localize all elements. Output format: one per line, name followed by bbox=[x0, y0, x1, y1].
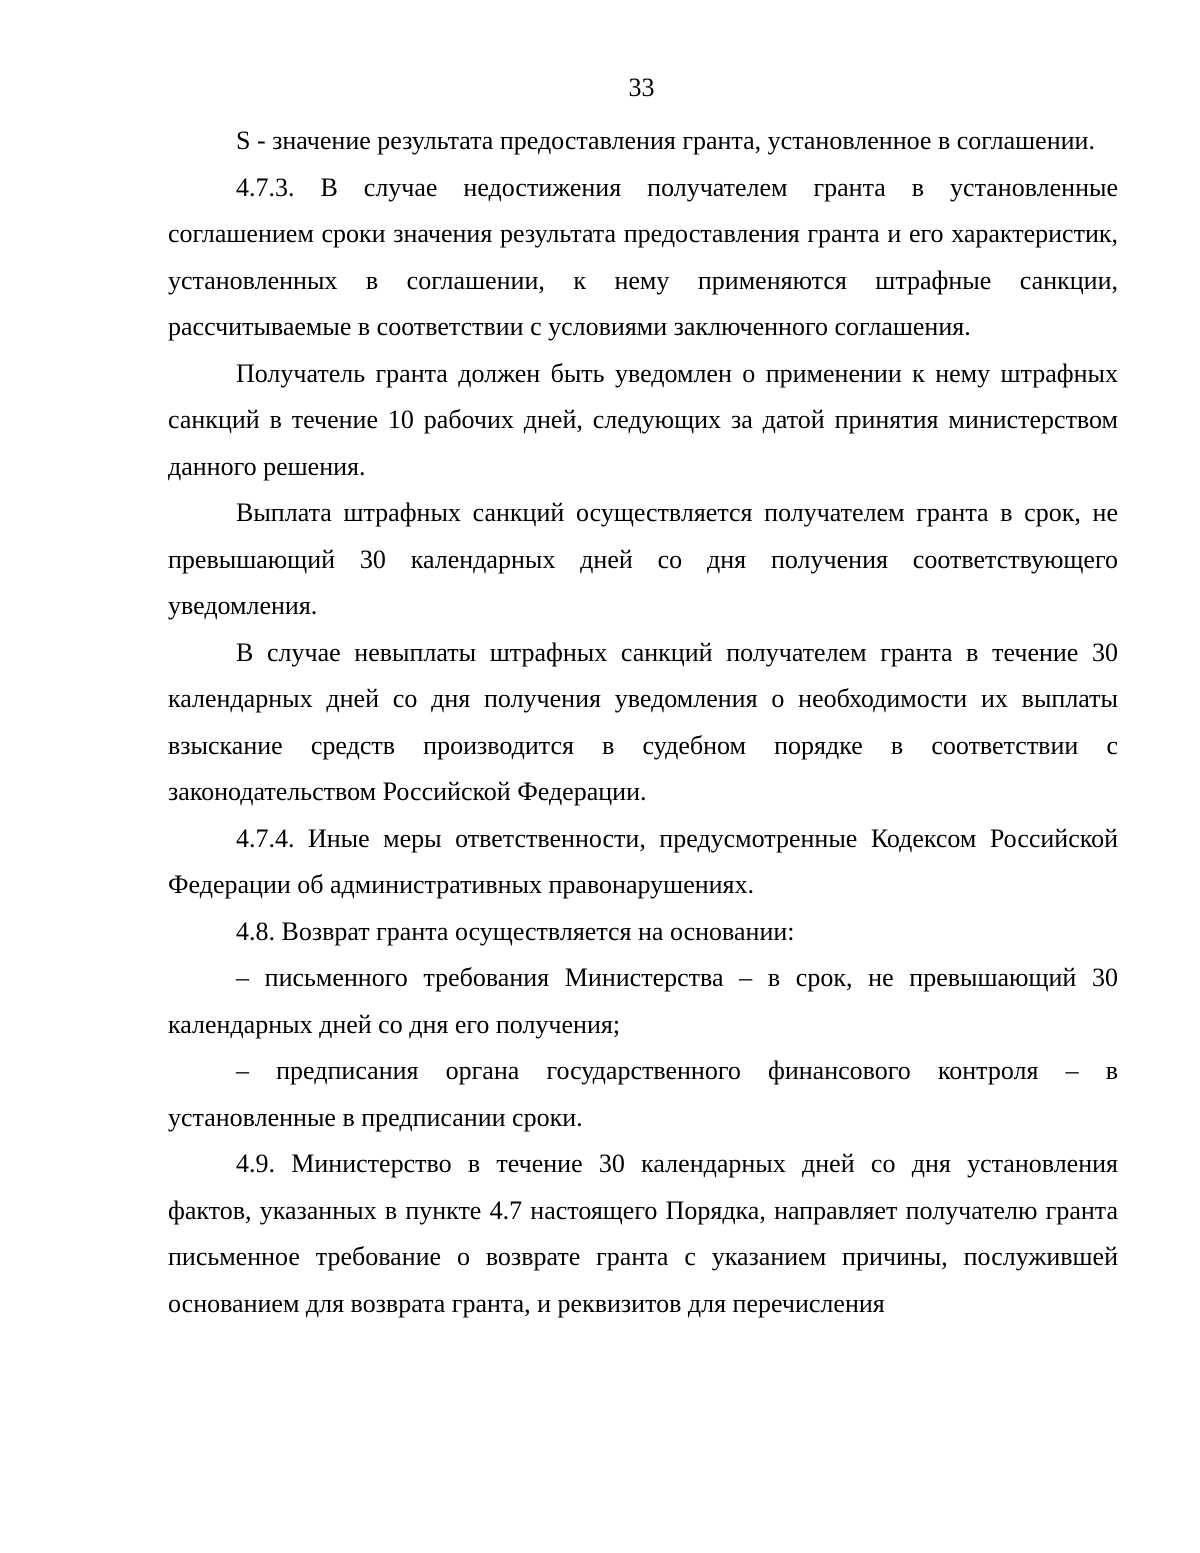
list-item-written-demand: – письменного требования Министерства – в срок, не превышающий 30 календарных дней со дня его получения; bbox=[168, 963, 1118, 1039]
paragraph-non-payment: В случае невыплаты штрафных санкций получателем гранта в течение 30 календарных дней со дня получения уведомления о необходимости их выплаты взыскание средств производится в судебном порядке в соответствии с законодательством Российской Федерации. bbox=[168, 637, 1118, 806]
paragraph-4-9: 4.9. Министерство в течение 30 календарных дней со дня установления фактов, указанных в пункте 4.7 настоящего Порядка, направляет получателю гранта письменное требование о возврате гранта с указанием причины, послужившей основанием для возврата гранта, и реквизитов для перечисления bbox=[168, 1149, 1118, 1318]
paragraph-result-value-definition: S - значение результата предоставления гранта, установленное в соглашении. bbox=[236, 126, 1095, 155]
page-number: 33 bbox=[628, 73, 655, 102]
document-body bbox=[168, 118, 1118, 1327]
paragraph-4-7-4: 4.7.4. Иные меры ответственности, предусмотренные Кодексом Российской Федерации об административных правонарушениях. bbox=[168, 823, 1118, 899]
paragraph-4-8: 4.8. Возврат гранта осуществляется на основании: bbox=[236, 916, 795, 946]
paragraph-notification: Получатель гранта должен быть уведомлен о применении к нему штрафных санкций в течение 10 рабочих дней, следующих за датой принятия министерством данного решения. bbox=[168, 358, 1118, 481]
paragraph-penalty-payment: Выплата штрафных санкций осуществляется получателем гранта в срок, не превышающий 30 календарных дней со дня получения соответствующего уведомления. bbox=[168, 498, 1118, 620]
list-item-control-order: – предписания органа государственного финансового контроля – в установленные в предписании сроки. bbox=[168, 1056, 1118, 1132]
paragraph-4-7-3: 4.7.3. В случае недостижения получателем гранта в установленные соглашением сроки значения результата предоставления гранта и его характеристик, установленных в соглашении, к нему применяются штрафные санкции, рассчитываемые в соответствии с условиями заключенного соглашения. bbox=[168, 172, 1118, 341]
